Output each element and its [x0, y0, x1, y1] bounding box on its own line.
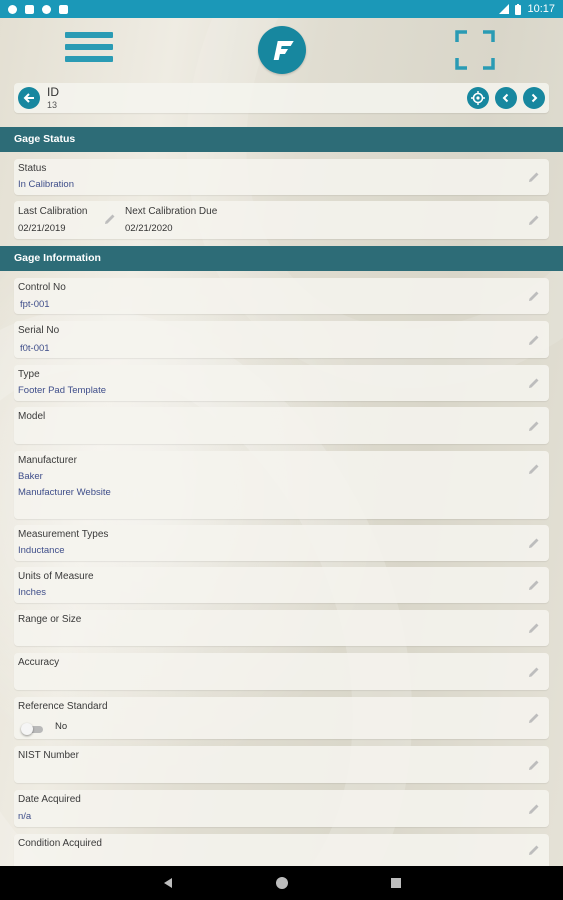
section-gage-status: Gage Status	[0, 127, 563, 152]
status-field[interactable]	[14, 159, 549, 195]
field-label: Range or Size	[18, 614, 82, 625]
id-value: 13	[47, 100, 58, 110]
pencil-icon[interactable]	[527, 536, 541, 550]
nav-home-icon[interactable]	[275, 876, 289, 890]
date-acquired-field[interactable]	[14, 790, 549, 827]
field-label: NIST Number	[18, 750, 79, 761]
field-label: Next Calibration Due	[125, 206, 218, 217]
settings-notification-icon	[8, 5, 17, 14]
field-value: Footer Pad Template	[18, 385, 107, 396]
field-label: Type	[18, 369, 40, 380]
field-label: Manufacturer	[18, 455, 77, 466]
type-field[interactable]	[14, 365, 549, 401]
record-id-bar	[14, 83, 549, 113]
field-label: Last Calibration	[18, 206, 88, 217]
field-value: n/a	[18, 811, 32, 822]
units-of-measure-field[interactable]	[14, 567, 549, 603]
nav-recents-icon[interactable]	[391, 878, 401, 888]
scan-icon[interactable]	[455, 30, 495, 70]
field-label: Units of Measure	[18, 571, 94, 582]
accuracy-field[interactable]	[14, 653, 549, 690]
measurement-types-field[interactable]	[14, 525, 549, 561]
calibration-dates-field[interactable]	[14, 201, 549, 239]
field-label: Model	[18, 411, 46, 422]
id-label: ID	[47, 85, 59, 99]
pencil-icon[interactable]	[527, 665, 541, 679]
pencil-icon[interactable]	[527, 170, 541, 184]
next-icon[interactable]	[523, 87, 545, 109]
field-value: Inches	[18, 587, 46, 598]
field-label: Accuracy	[18, 657, 60, 668]
field-value: 02/21/2020	[125, 223, 173, 234]
pencil-icon[interactable]	[527, 462, 541, 476]
field-value: In Calibration	[18, 179, 74, 190]
pencil-icon[interactable]	[527, 621, 541, 635]
field-label: Measurement Types	[18, 529, 109, 540]
app-header	[0, 18, 563, 80]
field-value: Inductance	[18, 545, 65, 556]
manufacturer-field[interactable]	[14, 451, 549, 519]
field-label: Control No	[18, 282, 66, 293]
model-field[interactable]	[14, 407, 549, 444]
pencil-icon[interactable]	[527, 333, 541, 347]
field-label: Condition Acquired	[18, 838, 102, 849]
app-notification-icon	[25, 5, 34, 14]
field-label: Reference Standard	[18, 701, 108, 712]
field-value: f0t-001	[20, 343, 50, 354]
pencil-icon[interactable]	[527, 802, 541, 816]
target-icon[interactable]	[467, 87, 489, 109]
clock: 10:17	[527, 3, 555, 15]
status-bar	[0, 0, 563, 18]
pencil-icon[interactable]	[527, 419, 541, 433]
section-gage-information: Gage Information	[0, 246, 563, 271]
file-notification-icon	[59, 5, 68, 14]
pencil-icon[interactable]	[527, 843, 541, 857]
pencil-icon[interactable]	[527, 578, 541, 592]
serial-no-field[interactable]	[14, 321, 549, 358]
sync-notification-icon	[42, 5, 51, 14]
logo-icon	[258, 26, 306, 74]
field-label: Date Acquired	[18, 794, 81, 805]
nav-back-icon[interactable]	[163, 877, 173, 889]
manufacturer-website-link[interactable]: Manufacturer Website	[18, 487, 111, 498]
toggle-state-label: No	[55, 721, 68, 732]
reference-standard-toggle[interactable]	[21, 723, 45, 735]
pencil-icon[interactable]	[527, 711, 541, 725]
pencil-icon[interactable]	[527, 213, 541, 227]
prev-icon[interactable]	[495, 87, 517, 109]
pencil-icon[interactable]	[527, 289, 541, 303]
nist-number-field[interactable]	[14, 746, 549, 783]
pencil-icon[interactable]	[527, 376, 541, 390]
range-or-size-field[interactable]	[14, 610, 549, 646]
field-value: fpt-001	[20, 299, 50, 310]
control-no-field[interactable]	[14, 278, 549, 314]
pencil-icon[interactable]	[527, 758, 541, 772]
field-label: Status	[18, 163, 47, 174]
field-value: Baker	[18, 471, 43, 482]
signal-icon	[499, 4, 509, 14]
back-arrow-icon[interactable]	[18, 87, 40, 109]
system-nav-bar	[0, 866, 563, 900]
field-value: 02/21/2019	[18, 223, 66, 234]
battery-icon	[515, 4, 521, 15]
menu-icon[interactable]	[65, 32, 113, 66]
field-label: Serial No	[18, 325, 60, 336]
pencil-icon[interactable]	[103, 212, 117, 226]
reference-standard-field	[14, 697, 549, 739]
